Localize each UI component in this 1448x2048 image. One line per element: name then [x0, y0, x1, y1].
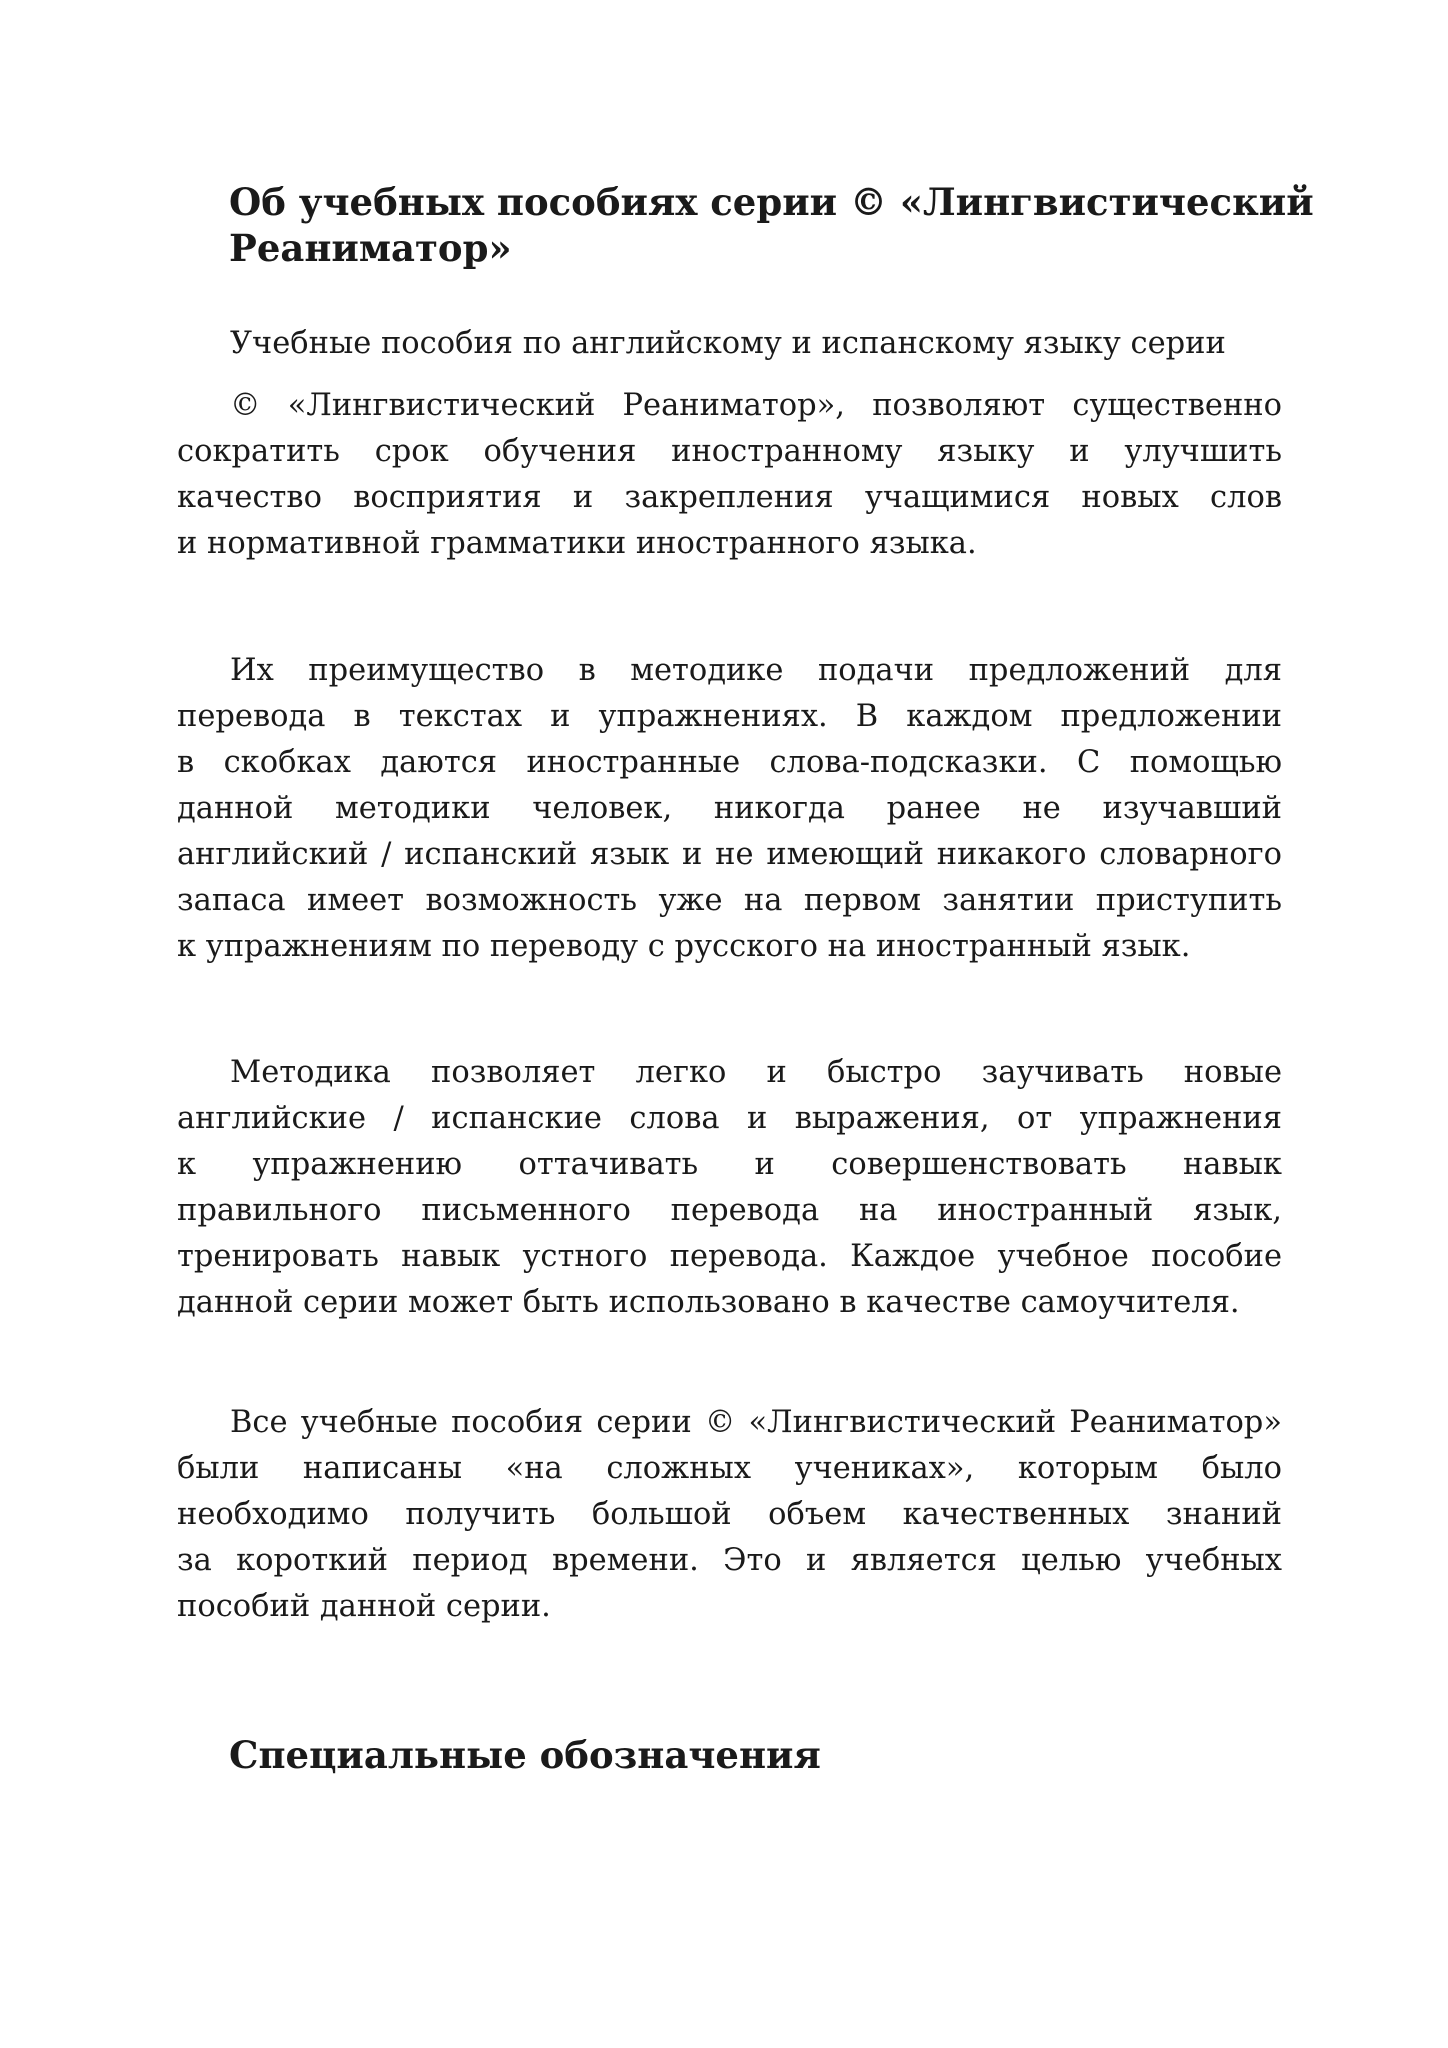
text-line: английские / испанские слова и выражения, от упражнения: [177, 1101, 1282, 1136]
text-line: к упражнениям по переводу с русского на иностранный язык.: [177, 929, 1191, 964]
text-line: английский / испанский язык и не имеющий никакого словарного: [177, 837, 1282, 872]
paragraph-intro: [177, 383, 1282, 567]
text-line: правильного письменного перевода на иностранный язык,: [177, 1193, 1282, 1228]
section-heading-special-notation: Специальные обозначения: [229, 1733, 821, 1777]
paragraph-advantages: [177, 648, 1282, 970]
text-line: Их преимущество в методике подачи предложений для: [230, 653, 1282, 688]
text-line: необходимо получить большой объем качественных знаний: [177, 1497, 1282, 1532]
paragraph-purpose: [177, 1400, 1282, 1630]
heading-line: Об учебных пособиях серии © «Лингвистический: [229, 180, 1314, 224]
text-line: данной серии может быть использовано в качестве самоучителя.: [177, 1285, 1240, 1320]
text-line: пособий данной серии.: [177, 1589, 551, 1624]
text-line: © «Лингвистический Реаниматор», позволяют существенно: [230, 388, 1282, 423]
text-line: были написаны «на сложных учениках», которым было: [177, 1451, 1282, 1486]
text-line: Методика позволяет легко и быстро заучивать новые: [230, 1055, 1282, 1090]
text-line: качество восприятия и закрепления учащимися новых слов: [177, 480, 1282, 515]
section-heading-about-series: [229, 172, 1314, 270]
text-line: данной методики человек, никогда ранее не изучавший: [177, 791, 1282, 826]
text-line: Все учебные пособия серии © «Лингвистический Реаниматор»: [230, 1405, 1282, 1440]
text-line: перевода в текстах и упражнениях. В каждом предложении: [177, 699, 1282, 734]
text-line: сократить срок обучения иностранному языку и улучшить: [177, 434, 1282, 469]
text-line: тренировать навык устного перевода. Каждое учебное пособие: [177, 1239, 1282, 1274]
paragraph-methodology: [177, 1050, 1282, 1326]
text-line: в скобках даются иностранные слова-подсказки. С помощью: [177, 745, 1282, 780]
text-line: Учебные пособия по английскому и испанскому языку серии: [230, 326, 1226, 361]
text-line: к упражнению оттачивать и совершенствовать навык: [177, 1147, 1282, 1182]
text-line: запаса имеет возможность уже на первом занятии приступить: [177, 883, 1282, 918]
text-line: и нормативной грамматики иностранного языка.: [177, 526, 977, 561]
paragraph-intro-first-line: [177, 321, 1282, 367]
heading-line: Реаниматор»: [229, 226, 512, 270]
text-line: за короткий период времени. Это и является целью учебных: [177, 1543, 1282, 1578]
